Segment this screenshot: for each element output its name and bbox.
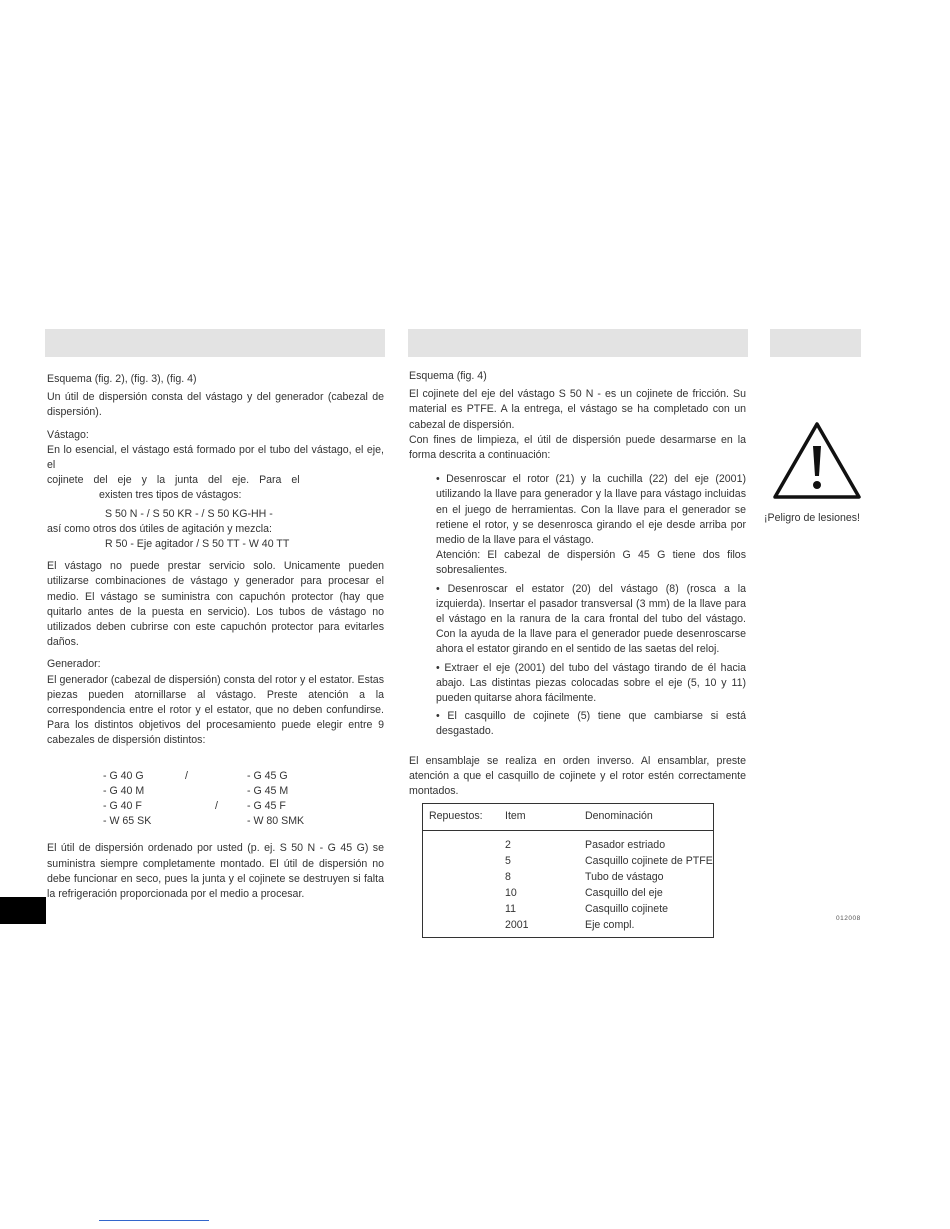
generator-code: - G 40 M [103,784,145,797]
left-intro: Un útil de dispersión consta del vástago y del generador (cabezal de dispersión). [47,391,384,419]
left-column-header-band [45,329,385,357]
step-bushing: • El casquillo de cojinete (5) tiene que cambiarse si está desgastado. [436,710,746,738]
warning-label: ¡Peligro de lesiones! [764,512,860,524]
middle-column [409,369,746,938]
table-header-item: Item [505,804,585,831]
shaft-line-3: existen tres tipos de vástagos: [99,489,242,502]
generator-code: - W 80 SMK [247,815,305,828]
assembly-paragraph: El ensamblaje se realiza en orden inverso. Al ensamblar, preste atención a que el casquillo de cojinete y el rotor estén correctamente montados. [409,754,746,798]
generator-title: Generador: [47,658,101,671]
shaft-mixers: R 50 - Eje agitador / S 50 TT - W 40 TT [105,538,290,551]
middle-column-header-band [408,329,748,357]
table-cell-item: 2 [505,839,511,852]
shaft-note: El vástago no puede prestar servicio solo. Unicamente pueden utilizarse combinaciones de vástago y generador para procesar el medio. El vástago se suministra con capuchón protector (hay que quitarlo antes de la puesta en servicio). Los tubos de vástago no utilizados deben cubrirse con este capuchón protector para evitarles daños. [47,560,384,649]
footer-rule [99,1220,209,1221]
generator-code: - G 45 G [247,769,288,782]
table-cell-item: 8 [505,871,511,884]
cleaning-paragraph: Con fines de limpieza, el útil de dispersión puede desarmarse en la forma descrita a continuación: [409,433,746,462]
generator-code: - G 45 M [247,784,289,797]
generator-text: El generador (cabezal de dispersión) consta del rotor y el estator. Estas piezas pueden atornillarse al vástago. Preste atención a la correspondencia entre el rotor y el estator, que no deben confundirse. Para los distintos objetivos del procesamiento puede elegir entre 9 cabezales de dispersión distintos: [47,673,384,747]
table-row [423,831,714,854]
generator-code: - G 45 F [247,800,286,813]
document-reference: 012008 [836,915,861,922]
step-rotor-note: Atención: El cabezal de dispersión G 45 G tiene dos filos sobresalientes. [436,549,746,577]
table-row [423,917,714,938]
shaft-line-4: así como otros dos útiles de agitación y mezcla: [47,522,272,535]
right-column-header-band [770,329,861,357]
table-row [423,901,714,917]
left-heading: Esquema (fig. 2), (fig. 3), (fig. 4) [47,373,197,385]
generator-code: - W 65 SK [103,815,152,828]
generator-separator: / [185,769,188,782]
table-row [423,869,714,885]
table-cell-name: Pasador estriado [585,839,666,852]
shaft-types: S 50 N - / S 50 KR - / S 50 KG-HH - [105,507,273,520]
bearing-paragraph: El cojinete del eje del vástago S 50 N - es un cojinete de fricción. Su material es PTFE. A la entrega, el vástago se ha completado con un cabezal de dispersión. [409,388,746,431]
table-cell-item: 10 [505,887,517,900]
warning-triangle-icon [772,420,862,505]
table-cell-name: Casquillo cojinete de PTFE [585,855,713,868]
step-shaft: • Extraer el eje (2001) del tubo del vástago tirando de él hacia abajo. Las distintas piezas colocadas sobre el eje (5, 10 y 11) pueden quitarse ahora fácilmente. [436,661,746,705]
step-stator: • Desenroscar el estator (20) del vástago (8) (rosca a la izquierda). Insertar el pasador transversal (3 mm) de la llave para el vástago en la ranura de la cara frontal del tubo del vástago. Con la ayuda de la llave para el generador puede desenroscarse ahora el estator girando en el sentido de las saetas del reloj. [436,582,746,656]
step-rotor: • Desenroscar el rotor (21) y la cuchilla (22) del eje (2001) utilizando la llave para generador y la llave para vástago incluidas en el juego de herramientas. Con la llave para el generador se retiene el rotor, y se desenrosca girando el eje desde arriba por medio de la llave para el vástago. [436,473,746,547]
left-closing: El útil de dispersión ordenado por usted (p. ej. S 50 N - G 45 G) se suministra siempre completamente montado. El útil de dispersión no debe funcionar en seco, pues la junta y el cojinete se destruyen si falta la refrigeración proporcionada por el medio a procesar. [47,842,384,901]
table-cell-name: Tubo de vástago [585,871,664,884]
table-row [423,885,714,901]
table-row [423,853,714,869]
table-cell-name: Eje compl. [585,919,635,932]
table-cell-item: 5 [505,855,511,868]
middle-heading: Esquema (fig. 4) [409,370,487,382]
shaft-line-1: En lo esencial, el vástago está formado por el tubo del vástago, el eje, el [47,443,384,472]
generator-code: - G 40 F [103,800,142,813]
table-cell-name: Casquillo del eje [585,887,663,900]
shaft-title: Vástago: [47,428,89,441]
shaft-line-2: cojinete del eje y la junta del eje. Para el [47,474,300,487]
page-edge-tab [0,897,46,924]
table-header-spares: Repuestos: [423,804,506,831]
table-cell-name: Casquillo cojinete [585,903,669,916]
left-column [47,372,384,902]
generator-list [103,769,384,830]
table-cell-item: 11 [505,903,516,916]
table-cell-item: 2001 [505,919,529,932]
generator-code: - G 40 G [103,769,144,782]
table-header-name: Denominación [585,804,714,831]
spare-parts-table [422,803,714,938]
generator-separator: / [215,800,218,813]
